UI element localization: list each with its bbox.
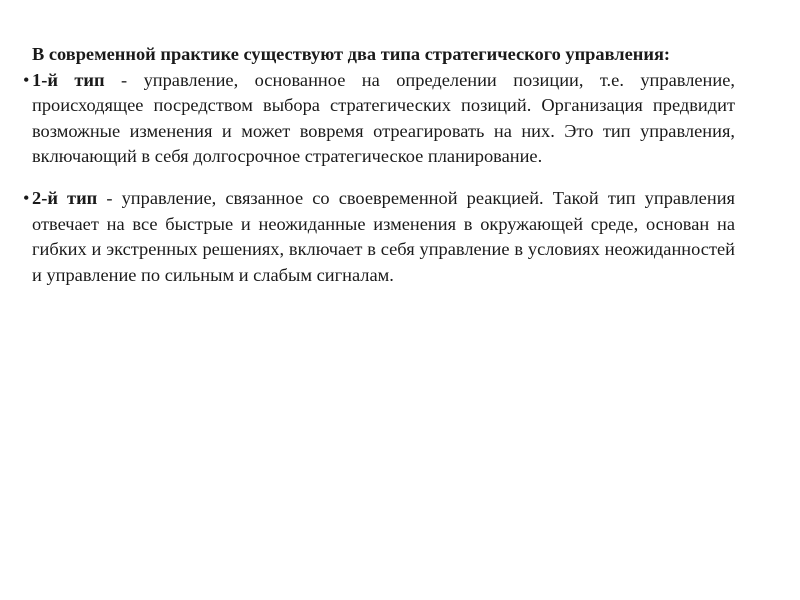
list-item-type-2 — [23, 186, 735, 288]
item-term: 1-й тип — [32, 69, 105, 90]
bullet-icon: • — [23, 187, 30, 208]
bullet-list — [23, 68, 735, 289]
intro-heading: В современной практике существуют два типа стратегического управления: — [32, 44, 671, 64]
item-term: 2-й тип — [32, 187, 98, 208]
slide-body — [23, 42, 735, 288]
bullet-icon: • — [23, 69, 30, 90]
list-item-type-1 — [23, 68, 735, 170]
item-text: - управление, связанное со своевременной реакцией. Такой тип управления отвечает на все быстрые и неожиданные изменения в окружающей среде, основан на гибких и экстренных решениях, включает в себя управление в условиях неожиданностей и управление по сильным и слабым сигналам. — [32, 187, 735, 285]
item-text: - управление, основанное на определении позиции, т.е. управление, происходящее посредством выбора стратегических позиций. Организация предвидит возможные изменения и может вовремя отреагировать на них. Это тип управления, включающий в себя долгосрочное стратегическое планирование. — [32, 69, 735, 167]
